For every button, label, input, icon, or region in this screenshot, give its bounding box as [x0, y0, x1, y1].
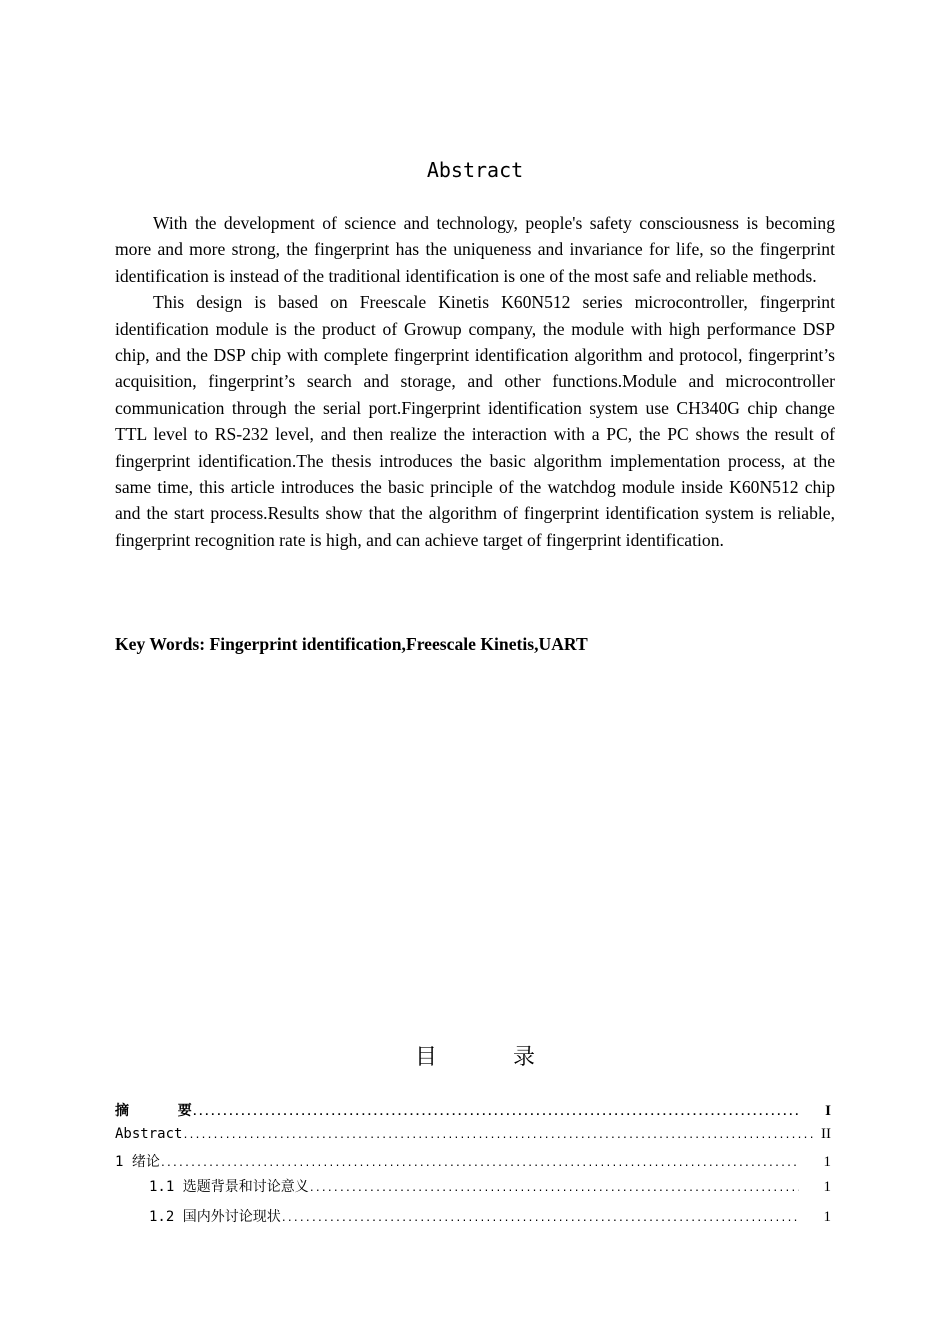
- toc-entry[interactable]: [115, 1126, 831, 1143]
- abstract-paragraph: This design is based on Freescale Kinetis K60N512 series microcontroller, fingerprint identification module is the product of Growup company, the module with high performance DSP chip, and the DSP chip with complete fingerprint identification algorithm and protocol, fingerprint’s acquisition, fingerprint’s search and storage, and other functions.Module and microcontroller communication through the serial port.Fingerprint identification system use CH340G chip change TTL level to RS-232 level, and then realize the interaction with a PC, the PC shows the result of fingerprint identification.The thesis introduces the basic algorithm implementation process, at the same time, this article introduces the basic principle of the watchdog module inside K60N512 chip and the start process.Results show that the algorithm of fingerprint identification system is reliable, fingerprint recognition rate is high, and can achieve target of fingerprint identification.: [115, 292, 835, 550]
- toc-leader: [160, 1158, 799, 1169]
- toc-entry-label: Abstract: [115, 1126, 183, 1142]
- toc-entry-page: 1: [823, 1154, 831, 1170]
- toc-entry-label: 1.1 选题背景和讨论意义: [149, 1179, 309, 1195]
- toc-title-char: 目: [414, 1045, 437, 1070]
- toc-entry-page: 1: [823, 1209, 831, 1225]
- toc-leader: [309, 1183, 799, 1194]
- abstract-title: Abstract: [426, 158, 524, 182]
- keywords: Key Words: Fingerprint identification,Freescale Kinetis,UART: [115, 634, 588, 654]
- abstract-body: [115, 210, 835, 553]
- toc-entry[interactable]: [115, 1100, 831, 1120]
- toc-entry[interactable]: [115, 1206, 831, 1226]
- toc-leader: [281, 1213, 799, 1224]
- toc-title: [0, 1040, 950, 1071]
- toc-entry[interactable]: [115, 1176, 831, 1196]
- toc-entry-label: 1 绪论: [115, 1154, 160, 1170]
- toc-leader: [192, 1107, 799, 1118]
- toc-leader: [182, 1130, 817, 1141]
- toc-title-char: 录: [513, 1045, 536, 1070]
- toc-entry[interactable]: [115, 1151, 831, 1171]
- abstract-paragraph: With the development of science and technology, people's safety consciousness is becoming more and more strong, the fingerprint has the uniqueness and invariance for life, so the fingerprint identification is instead of the traditional identification is one of the most safe and reliable methods.: [115, 213, 835, 286]
- toc-entry-page: I: [825, 1103, 831, 1119]
- toc-entry-label: 1.2 国内外讨论现状: [149, 1209, 281, 1225]
- toc-entry-page: II: [821, 1126, 831, 1142]
- toc-entry-page: 1: [823, 1179, 831, 1195]
- toc-entry-label: 摘 要: [115, 1103, 192, 1119]
